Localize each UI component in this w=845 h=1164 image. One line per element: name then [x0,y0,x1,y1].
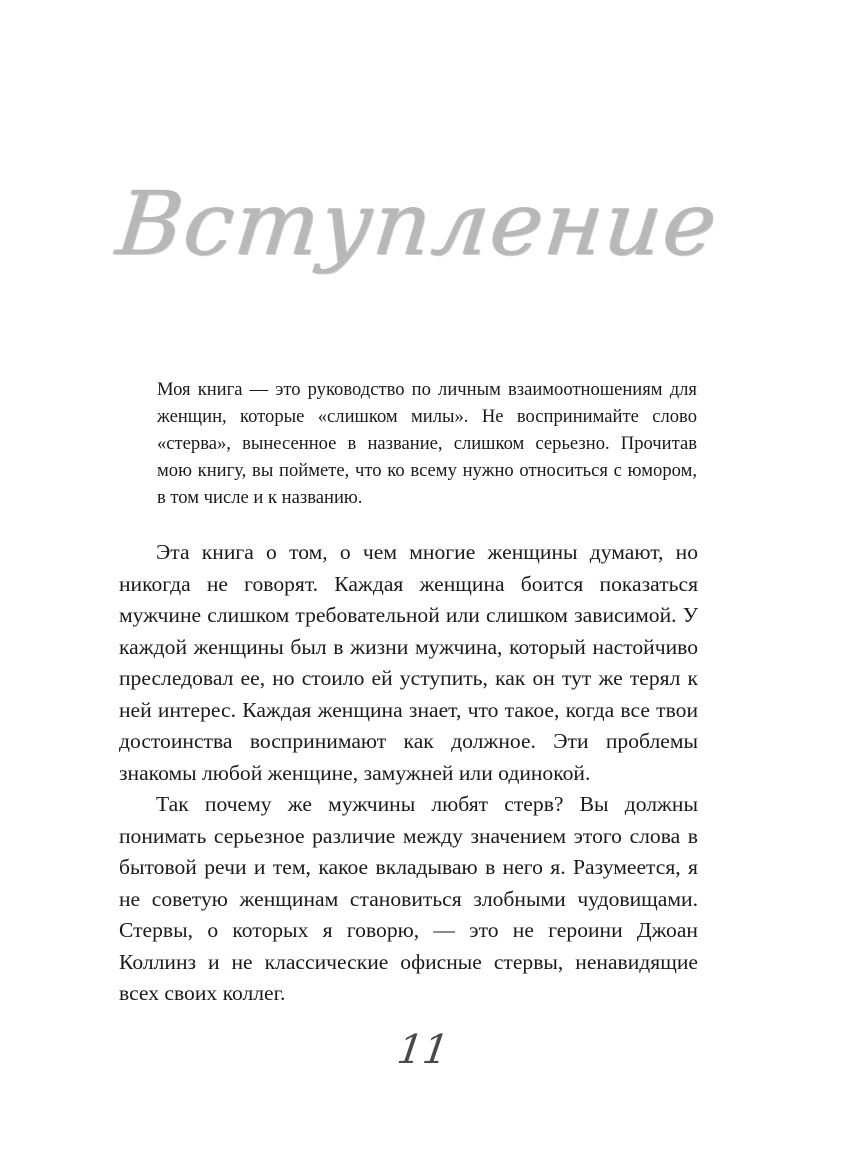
epigraph: Моя книга — это руководство по личным взаимоотношениям для женщин, которые «слишком милы». Не воспринимайте слово «стерва», вынесенное в название, слишком серьезно. Прочитав мою книгу, вы поймете, что ко всему нужно относиться с юмором, в том числе и к названию. [157,379,697,508]
page-number: 11 [394,1027,452,1073]
paragraph: Так почему же мужчины любят стерв? Вы должны понимать серьезное различие между значением этого слова в бытовой речи и тем, какое вкладываю в него я. Разумеется, я не советую женщинам становиться злобными чудовищами. Стервы, о которых я говорю, — это не героини Джоан Коллинз и не классические офисные стервы, ненавидящие всех своих коллег. [119,792,698,1005]
chapter-title: Вступление [112,172,724,275]
body-text [119,537,698,1010]
paragraph: Эта книга о том, о чем многие женщины думают, но никогда не говорят. Каждая женщина боится показаться мужчине слишком требовательной или слишком зависимой. У каждой женщины был в жизни мужчина, который настойчиво преследовал ее, но стоило ей уступить, как он тут же терял к ней интерес. Каждая женщина знает, что такое, когда все твои достоинства воспринимают как должное. Эти проблемы знакомы любой женщине, замужней или одинокой. [119,540,698,785]
